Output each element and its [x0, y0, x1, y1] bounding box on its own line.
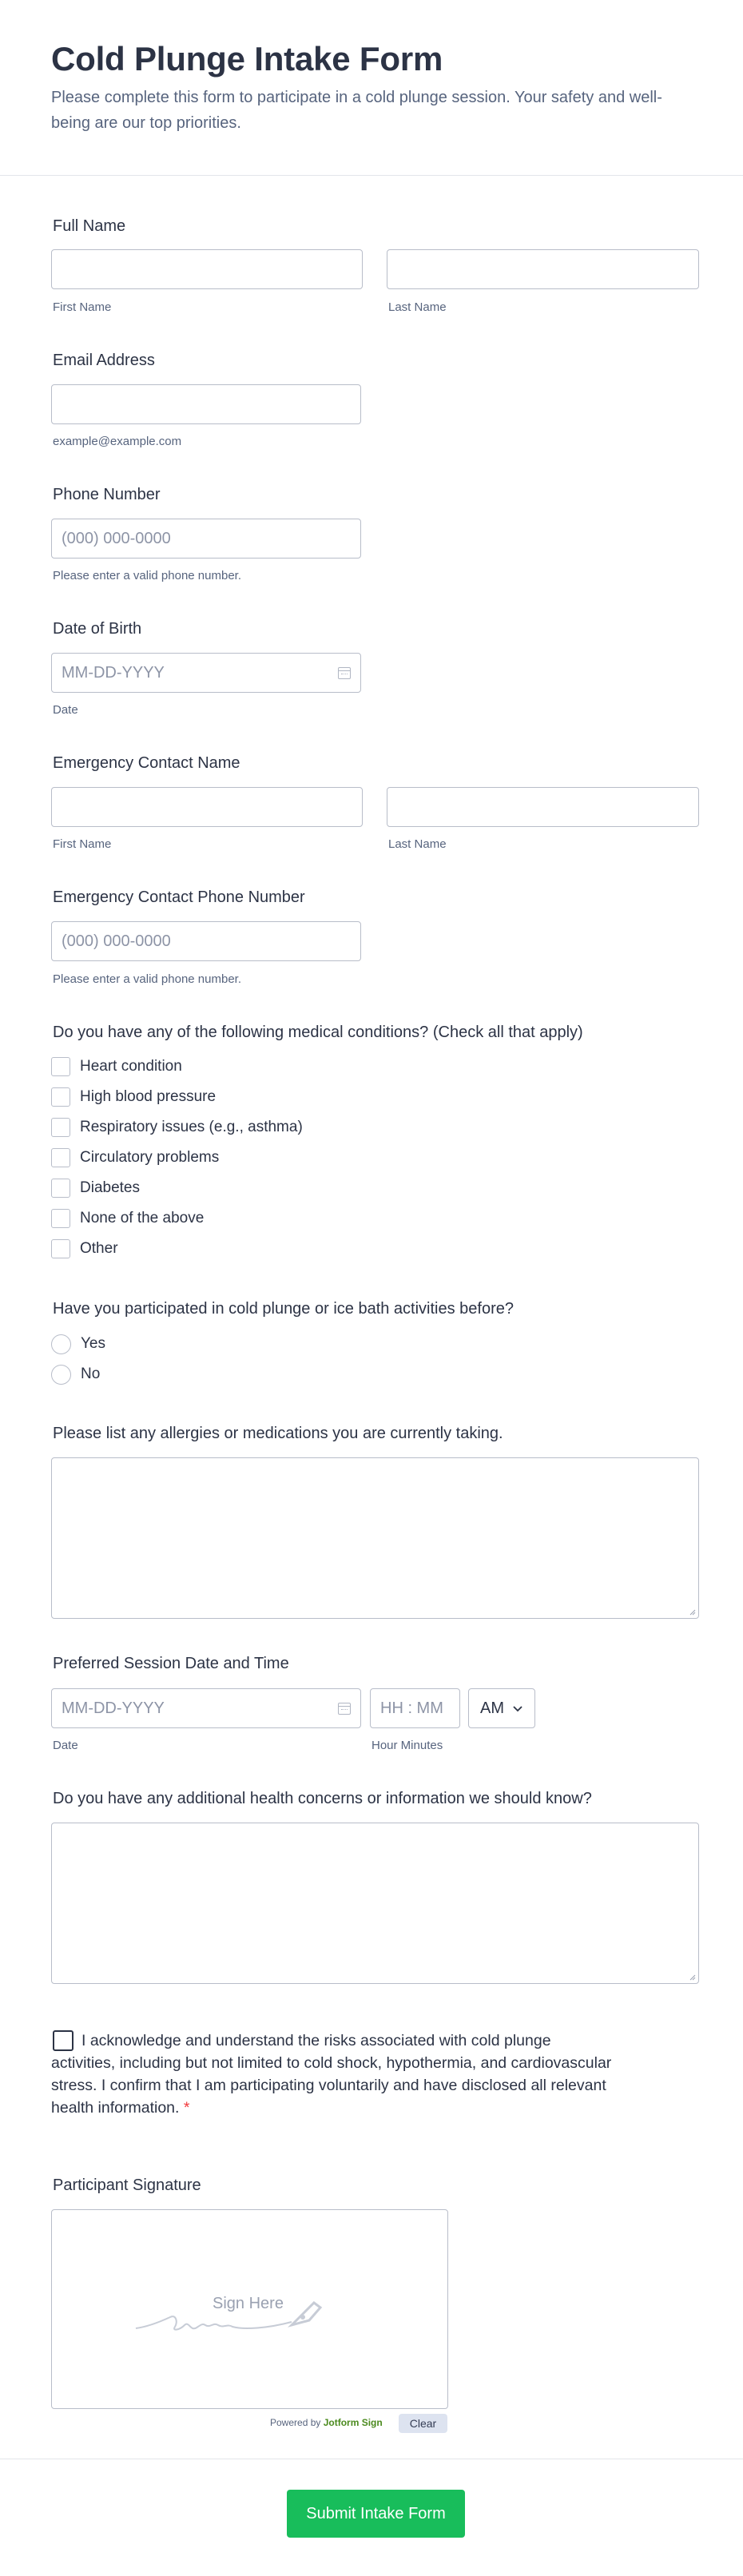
header-divider: [0, 175, 743, 176]
session-date-placeholder: MM-DD-YYYY: [62, 1699, 165, 1717]
emergency-phone-input[interactable]: (000) 000-0000: [51, 921, 361, 961]
dob-label: Date of Birth: [53, 620, 142, 638]
session-time-sublabel: Hour Minutes: [372, 1739, 443, 1752]
calendar-icon[interactable]: [338, 1703, 351, 1715]
checkbox[interactable]: [51, 1148, 70, 1167]
phone-sublabel: Please enter a valid phone number.: [53, 569, 241, 582]
required-mark: *: [183, 2099, 190, 2117]
emergency-last-sublabel: Last Name: [388, 837, 447, 851]
allergies-label: Please list any allergies or medications you are currently taking.: [53, 1425, 503, 1442]
signature-scribble-icon: [132, 2290, 372, 2338]
signature-pad[interactable]: [51, 2209, 448, 2409]
session-date-input[interactable]: [51, 1688, 361, 1728]
phone-label: Phone Number: [53, 486, 161, 503]
resize-handle-icon[interactable]: [689, 1974, 696, 1981]
condition-option[interactable]: Other: [51, 1234, 451, 1264]
checkbox[interactable]: [51, 1179, 70, 1198]
checkbox[interactable]: [51, 1118, 70, 1137]
allergies-textarea[interactable]: [51, 1457, 699, 1619]
condition-option[interactable]: None of the above: [51, 1203, 451, 1234]
checkbox[interactable]: [51, 1057, 70, 1076]
emergency-last-name-input[interactable]: [387, 787, 699, 827]
last-name-sublabel: Last Name: [388, 300, 447, 314]
condition-option[interactable]: High blood pressure: [51, 1082, 451, 1112]
page-title: Cold Plunge Intake Form: [51, 40, 443, 78]
emergency-first-name-input[interactable]: [51, 787, 363, 827]
signature-label: Participant Signature: [53, 2176, 201, 2194]
radio-option-yes[interactable]: Yes: [51, 1329, 291, 1359]
chevron-down-icon: [512, 1705, 523, 1712]
radio-option-no[interactable]: No: [51, 1359, 291, 1389]
concerns-label: Do you have any additional health concerns or information we should know?: [53, 1790, 592, 1807]
dob-placeholder: MM-DD-YYYY: [62, 663, 165, 682]
emergency-phone-label: Emergency Contact Phone Number: [53, 888, 305, 906]
full-name-label: Full Name: [53, 217, 126, 235]
participated-options: [51, 1329, 291, 1389]
email-sublabel: example@example.com: [53, 435, 182, 448]
submit-button[interactable]: Submit Intake Form: [287, 2490, 465, 2538]
resize-handle-icon[interactable]: [689, 1609, 696, 1616]
condition-option[interactable]: Heart condition: [51, 1051, 451, 1082]
session-label: Preferred Session Date and Time: [53, 1655, 289, 1672]
emergency-first-sublabel: First Name: [53, 837, 112, 851]
jotform-sign-brand: Jotform Sign: [323, 2417, 383, 2428]
session-time-input[interactable]: HH : MM: [370, 1688, 460, 1728]
email-label: Email Address: [53, 352, 155, 369]
condition-option[interactable]: Diabetes: [51, 1173, 451, 1203]
page-subtitle: Please complete this form to participate in a cold plunge session. Your safety and well-being are our top priorities.: [51, 89, 662, 132]
first-name-sublabel: First Name: [53, 300, 112, 314]
clear-signature-button[interactable]: Clear: [399, 2414, 447, 2433]
ampm-select[interactable]: [468, 1688, 535, 1728]
dob-sublabel: Date: [53, 703, 78, 717]
email-input[interactable]: [51, 384, 361, 424]
condition-option[interactable]: Respiratory issues (e.g., asthma): [51, 1112, 451, 1143]
concerns-textarea[interactable]: [51, 1823, 699, 1984]
conditions-list: [51, 1051, 451, 1264]
sign-here-placeholder: Sign Here: [213, 2295, 284, 2312]
emergency-phone-sublabel: Please enter a valid phone number.: [53, 972, 241, 986]
acknowledge-text: I acknowledge and understand the risks associated with cold plunge activities, including but not limited to cold shock, hypothermia, and cardiovascular stress. I confirm that I am participating voluntarily and have disclosed all relevant health information. *: [51, 2032, 612, 2117]
ampm-value: AM: [480, 1699, 504, 1717]
conditions-label: Do you have any of the following medical conditions? (Check all that apply): [53, 1024, 583, 1041]
phone-input[interactable]: (000) 000-0000: [51, 519, 361, 559]
checkbox[interactable]: [51, 1239, 70, 1258]
dob-input[interactable]: [51, 653, 361, 693]
last-name-input[interactable]: [387, 249, 699, 289]
condition-option[interactable]: Circulatory problems: [51, 1143, 451, 1173]
checkbox[interactable]: [51, 1209, 70, 1228]
participated-label: Have you participated in cold plunge or ice bath activities before?: [53, 1300, 515, 1318]
radio-button[interactable]: [51, 1334, 71, 1354]
first-name-input[interactable]: [51, 249, 363, 289]
powered-by: Powered by Jotform Sign: [270, 2417, 383, 2428]
calendar-icon[interactable]: [338, 667, 351, 679]
session-date-sublabel: Date: [53, 1739, 78, 1752]
checkbox[interactable]: [51, 1087, 70, 1107]
radio-button[interactable]: [51, 1365, 71, 1385]
emergency-name-label: Emergency Contact Name: [53, 754, 240, 772]
